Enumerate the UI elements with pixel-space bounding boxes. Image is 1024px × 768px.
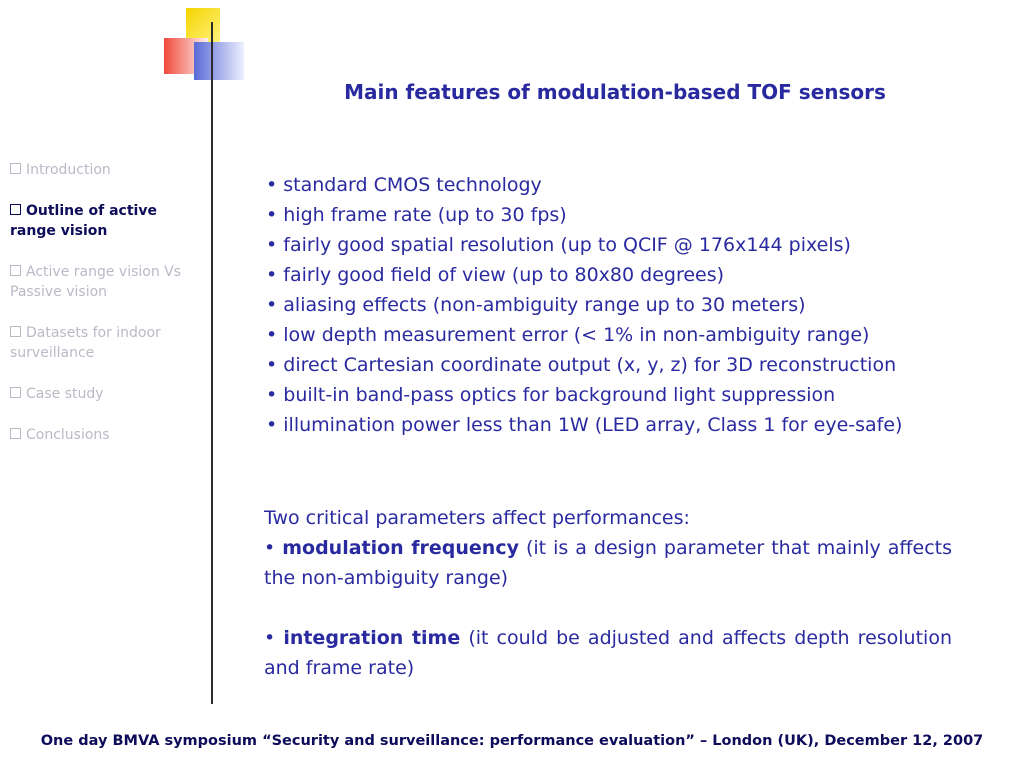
bullet-icon: • [266,174,278,196]
list-item [266,260,966,290]
logo-yellow-square [186,8,220,42]
list-item [266,320,966,350]
parameter-description: (it could be adjusted and affects depth resolution and frame rate) [264,627,952,679]
sidebar-item-label: Conclusions [26,427,110,443]
slide-title: Main features of modulation-based TOF sensors [344,80,886,104]
parameter-description: (it is a design parameter that mainly affects the non-ambiguity range) [264,537,952,589]
logo-blue-square [194,42,244,80]
sidebar-item-label: Case study [26,386,104,402]
list-item [266,350,966,380]
sidebar-item-introduction[interactable] [10,160,205,180]
checkbox-icon [10,265,21,276]
bullet-icon: • [266,384,278,406]
checkbox-icon [10,163,21,174]
checkbox-icon [10,428,21,439]
parameters-section [264,503,952,683]
feature-text: illumination power less than 1W (LED array, Class 1 for eye-safe) [283,414,903,436]
bullet-icon: • [264,627,276,649]
parameter-integration-time [264,623,952,683]
bullet-icon: • [266,294,278,316]
checkbox-icon [10,387,21,398]
bullet-icon: • [266,234,278,256]
sidebar-item-case-study[interactable] [10,384,205,404]
sidebar-item-active-vs-passive[interactable] [10,262,205,302]
feature-text: low depth measurement error (< 1% in non-ambiguity range) [283,324,870,346]
parameter-term: modulation frequency [282,537,519,559]
list-item [266,290,966,320]
feature-text: standard CMOS technology [283,174,542,196]
list-item [266,230,966,260]
slide-footer: One day BMVA symposium “Security and surveillance: performance evaluation” – London (UK), December 12, 2007 [40,733,984,749]
sidebar-item-label: Datasets for indoor surveillance [10,325,161,361]
logo-squares [164,8,254,80]
bullet-icon: • [266,414,278,436]
list-item [266,410,966,440]
sidebar-item-datasets[interactable] [10,323,205,363]
feature-text: direct Cartesian coordinate output (x, y, z) for 3D reconstruction [283,354,897,376]
vertical-divider [211,22,213,704]
feature-text: fairly good field of view (up to 80x80 degrees) [283,264,725,286]
sidebar-item-label: Introduction [26,162,111,178]
sidebar-nav [10,160,205,466]
sidebar-item-label: Active range vision Vs Passive vision [10,264,182,300]
parameter-term: integration time [283,627,461,649]
bullet-icon: • [266,354,278,376]
bullet-icon: • [266,324,278,346]
feature-text: aliasing effects (non-ambiguity range up to 30 meters) [283,294,806,316]
bullet-icon: • [266,204,278,226]
list-item [266,170,966,200]
sidebar-item-outline[interactable] [10,201,205,241]
sidebar-item-label: Outline of active range vision [10,203,157,239]
sidebar-item-conclusions[interactable] [10,425,205,445]
list-item [266,380,966,410]
parameter-modulation-frequency [264,533,952,593]
list-item [266,200,966,230]
checkbox-icon [10,204,21,215]
bullet-icon: • [266,264,278,286]
feature-list [266,170,966,440]
checkbox-icon [10,326,21,337]
parameters-intro: Two critical parameters affect performances: [264,507,690,529]
feature-text: high frame rate (up to 30 fps) [283,204,567,226]
bullet-icon: • [264,537,276,559]
feature-text: built-in band-pass optics for background light suppression [283,384,836,406]
feature-text: fairly good spatial resolution (up to QCIF @ 176x144 pixels) [283,234,851,256]
